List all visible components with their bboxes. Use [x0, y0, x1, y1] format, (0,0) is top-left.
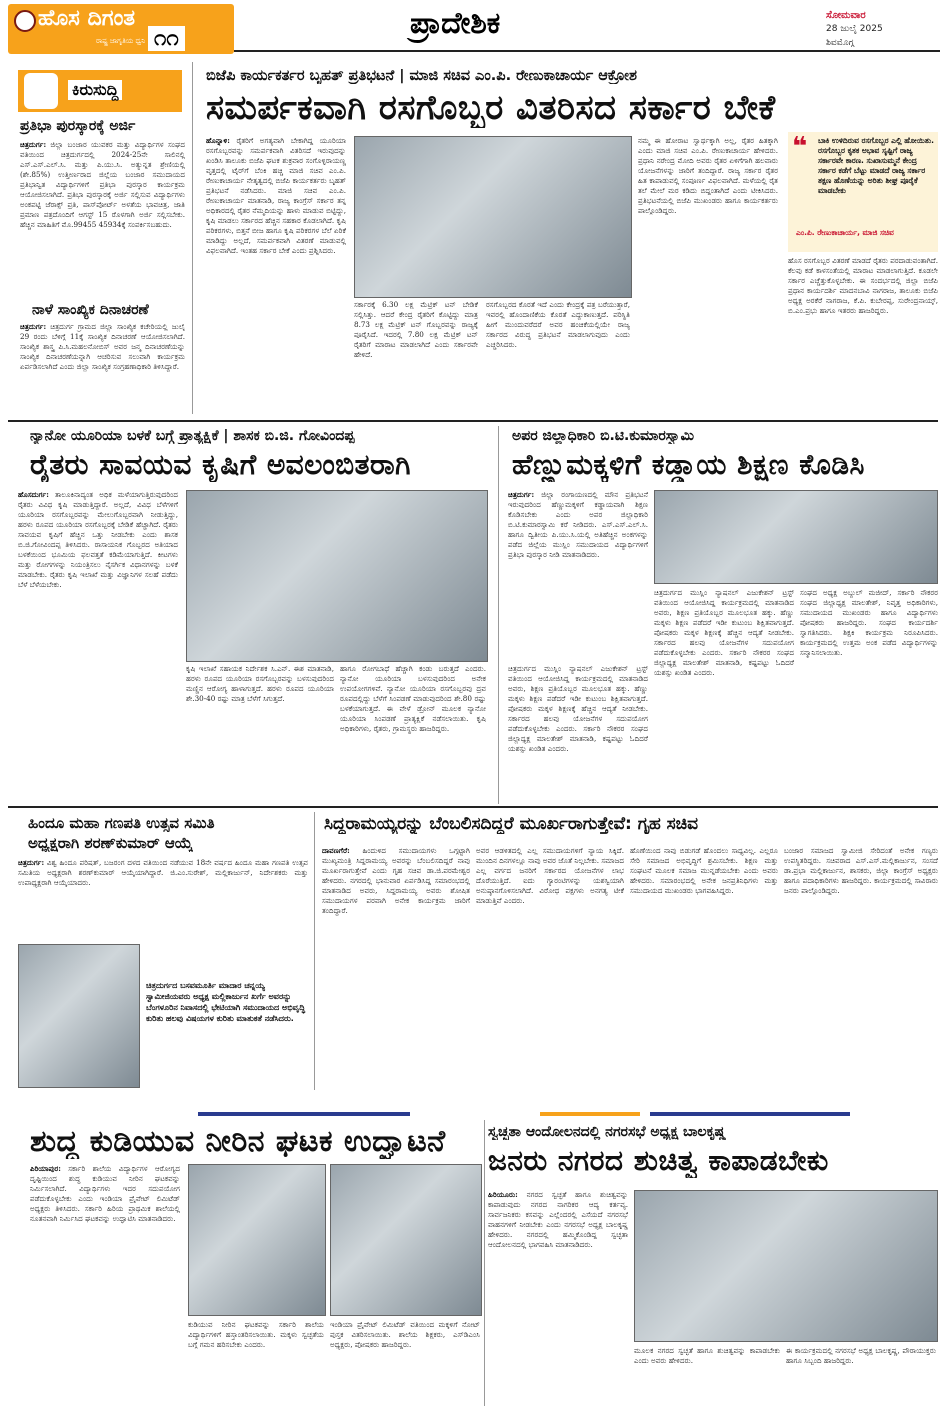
- row4-right-caption1: ಮೂಲಕ ನಗರದ ಸ್ವಚ್ಛತೆ ಹಾಗೂ ಶುಚಿತ್ವವನ್ನು ಕಾಪಾಡಬೇಕು ಎಂದು ಅವರು ಹೇಳಿದರು.: [634, 1346, 780, 1365]
- masthead-logo: [8, 4, 234, 54]
- row2-right-col2: ಚಿತ್ರದುರ್ಗದ ಮುಸ್ಲಿಂ ನ್ಯಾಷನಲ್ ಎಜುಕೇಶನ್ ಟ್ರಸ್ಟ್ ವತಿಯಿಂದ ಆಯೋಜಿಸಿದ್ದ ಕಾರ್ಯಕ್ರಮದಲ್ಲಿ ಮಾತನಾಡಿದ ಅವರು, ಶಿಕ್ಷಣ ಪ್ರತಿಯೊಬ್ಬರ ಮೂಲಭೂತ ಹಕ್ಕು. ಹೆಣ್ಣು ಮಕ್ಕಳು ಶಿಕ್ಷಣ ಪಡೆದರೆ ಇಡೀ ಕುಟುಂಬ ಶಿಕ್ಷಿತವಾಗುತ್ತದೆ. ಪೋಷಕರು ಮಕ್ಕಳ ಶಿಕ್ಷಣಕ್ಕೆ ಹೆಚ್ಚಿನ ಆದ್ಯತೆ ನೀಡಬೇಕು. ಸರ್ಕಾರದ ಹಲವು ಯೋಜನೆಗಳ ಸದುಪಯೋಗ ಪಡೆದುಕೊಳ್ಳಬೇಕು ಎಂದರು. ಸರ್ಕಾರಿ ನೌಕರರ ಸಂಘದ ಜಿಲ್ಲಾಧ್ಯಕ್ಷ ಮಾಲತೇಶ್ ಮಾತನಾಡಿ, ಕಷ್ಟಪಟ್ಟು ಓದಿದರೆ ಯಶಸ್ಸು ಖಂಡಿತ ಎಂದರು.: [508, 664, 648, 753]
- row2-right-headline: ಹೆಣ್ಣುಮಕ್ಕಳಿಗೆ ಕಡ್ಡಾಯ ಶಿಕ್ಷಣ ಕೊಡಿಸಿ: [512, 448, 865, 481]
- row4-left-caption2: ಇಂಡಿಯಾ ಪ್ರೈವೇಟ್ ಲಿಮಿಟೆಡ್ ವತಿಯಿಂದ ಮಕ್ಕಳಿಗೆ ನೋಟ್ ಪುಸ್ತಕ ವಿತರಿಸಲಾಯಿತು. ಶಾಲೆಯ ಶಿಕ್ಷಕರು, ಎಸ್‌ಡಿಎಂಸಿ ಅಧ್ಯಕ್ಷರು, ಪೋಷಕರು ಹಾಜರಿದ್ದರು.: [330, 1320, 480, 1349]
- row4-right-col1: ಹಿರಿಯೂರು: ನಗರದ ಸ್ವಚ್ಛತೆ ಹಾಗೂ ಶುಚಿತ್ವವನ್ನು ಕಾಪಾಡುವುದು ನಗರದ ನಾಗರಿಕರ ಆದ್ಯ ಕರ್ತವ್ಯ. ಸಾರ್ವಜನಿಕರು ಕಸವನ್ನು ಎಲ್ಲೆಂದರಲ್ಲಿ ಎಸೆಯದೆ ನಗರಸಭೆ ವಾಹನಗಳಿಗೆ ನೀಡಬೇಕು ಎಂದು ನಗರಸಭೆ ಅಧ್ಯಕ್ಷ ಬಾಲಕೃಷ್ಣ ಹೇಳಿದರು. ನಗರದಲ್ಲಿ ಹಮ್ಮಿಕೊಂಡಿದ್ದ ಸ್ವಚ್ಛತಾ ಆಂದೋಲನದಲ್ಲಿ ಭಾಗವಹಿಸಿ ಮಾತನಾಡಿದರು.: [488, 1190, 628, 1249]
- lead-kicker: ಬಿಜೆಪಿ ಕಾರ್ಯಕರ್ತರ ಬೃಹತ್ ಪ್ರತಿಭಟನೆ | ಮಾಜಿ ಸಚಿವ ಎಂ.ಪಿ. ರೇಣುಕಾಚಾರ್ಯ ಆಕ್ರೋಶ: [206, 68, 637, 84]
- row2-left-headline: ರೈತರು ಸಾವಯವ ಕೃಷಿಗೆ ಅವಲಂಬಿತರಾಗಿ: [30, 448, 411, 481]
- quote-text: ಬಾಕಿ ಉಳಿದಿರುವ ರಸಗೊಬ್ಬರ ಎಲ್ಲಿ ಹೋಯಿತು. ರಸಗೊಬ್ಬರ ಕೃತಕ ಅಭಾವ ಸೃಷ್ಟಿಗೆ ರಾಜ್ಯ ಸರ್ಕಾರವೇ ಕಾರಣ. ಸುಖಾಸುಮ್ಮನೆ ಕೇಂದ್ರ ಸರ್ಕಾರ ಕಡೆಗೆ ಬೆಟ್ಟು ಮಾಡದೆ ರಾಜ್ಯ ಸರ್ಕಾರ ತಕ್ಷಣ ಹೊಣೆಯನ್ನು ಅರಿತು ಶೀಘ್ರ ಪೂರೈಕೆ ಮಾಡಬೇಕು: [818, 136, 934, 195]
- lead-photo: [354, 136, 632, 298]
- masthead-edition: ಶಿವಮೊಗ್ಗ: [826, 38, 854, 48]
- masthead-day: ಸೋಮವಾರ: [826, 10, 866, 21]
- lead-photo-caption: ಸರ್ಕಾರಕ್ಕೆ 6.30 ಲಕ್ಷ ಮೆಟ್ರಿಕ್ ಟನ್ ಬೇಡಿಕೆ ಸಲ್ಲಿಸಿತ್ತು. ಆದರೆ ಕೇಂದ್ರ ರೈತರಿಗೆ ಕೊಟ್ಟಿದ್ದು ಮಾತ್ರ 8.73 ಲಕ್ಷ ಮೆಟ್ರಿಕ್ ಟನ್ ಗೊಬ್ಬರವನ್ನು ರಾಜ್ಯಕ್ಕೆ ಪೂರೈಸಿದೆ. ಇದರಲ್ಲಿ 7.80 ಲಕ್ಷ ಮೆಟ್ರಿಕ್ ಟನ್ ರೈತರಿಗೆ ಮಾರಾಟ ಮಾಡಲಾಗಿದೆ ಎಂದು ಸರ್ಕಾರವೇ ಹೇಳಿದೆ.: [354, 300, 478, 359]
- quote-icon: ❝: [792, 132, 808, 162]
- row2-bottom-rule: [8, 806, 938, 808]
- row2-right-photo: [654, 490, 938, 584]
- lead-col4: ನಮ್ಮ ಈ ಹೋರಾಟ ಸ್ವಾರ್ಥಕ್ಕಾಗಿ ಅಲ್ಲ, ರೈತರ ಹಿತಕ್ಕಾಗಿ ಎಂದು ಮಾಜಿ ಸಚಿವ ಎಂ.ಪಿ. ರೇಣುಕಾಚಾರ್ಯ ಹೇಳಿದರು. ಪ್ರಧಾನಿ ನರೇಂದ್ರ ಮೋದಿ ಅವರು ರೈತರ ಏಳಿಗೆಗಾಗಿ ಹಲವಾರು ಯೋಜನೆಗಳನ್ನು ಜಾರಿಗೆ ತಂದಿದ್ದಾರೆ. ರಾಜ್ಯ ಸರ್ಕಾರ ರೈತರ ಹಿತ ಕಾಪಾಡುವಲ್ಲಿ ಸಂಪೂರ್ಣ ವಿಫಲವಾಗಿದೆ. ಮಳೆಯಲ್ಲಿ ರೈತ ತಲೆ ಮೇಲೆ ಮರ ಕಡಿದು ಬಿದ್ದಂತಾಗಿದೆ ಎಂದು ಟೀಕಿಸಿದರು. ಪ್ರತಿಭಟನೆಯಲ್ಲಿ ಬಿಜೆಪಿ ಮುಖಂಡರು ಹಾಗೂ ಕಾರ್ಯಕರ್ತರು ಪಾಲ್ಗೊಂಡಿದ್ದರು.: [638, 136, 778, 215]
- row3-divider: [314, 812, 315, 1090]
- quote-author: ಎಂ.ಪಿ. ರೇಣುಕಾಚಾರ್ಯ, ಮಾಜಿ ಸಚಿವ: [796, 228, 894, 237]
- decor-band-orange: [540, 1112, 640, 1116]
- row3-left-photo: [18, 944, 140, 1088]
- section-title: ಪ್ರಾದೇಶಿಕ: [410, 6, 501, 41]
- row4-left-photo2: [330, 1164, 482, 1316]
- brief2-title: ನಾಳೆ ಸಾಂಖ್ಯಿಕ ದಿನಾಚರಣೆ: [32, 302, 149, 318]
- row2-right-col2b: ಚಿತ್ರದುರ್ಗದ ಮುಸ್ಲಿಂ ನ್ಯಾಷನಲ್ ಎಜುಕೇಶನ್ ಟ್ರಸ್ಟ್ ವತಿಯಿಂದ ಆಯೋಜಿಸಿದ್ದ ಕಾರ್ಯಕ್ರಮದಲ್ಲಿ ಮಾತನಾಡಿದ ಅವರು, ಶಿಕ್ಷಣ ಪ್ರತಿಯೊಬ್ಬರ ಮೂಲಭೂತ ಹಕ್ಕು. ಹೆಣ್ಣು ಮಕ್ಕಳು ಶಿಕ್ಷಣ ಪಡೆದರೆ ಇಡೀ ಕುಟುಂಬ ಶಿಕ್ಷಿತವಾಗುತ್ತದೆ. ಪೋಷಕರು ಮಕ್ಕಳ ಶಿಕ್ಷಣಕ್ಕೆ ಹೆಚ್ಚಿನ ಆದ್ಯತೆ ನೀಡಬೇಕು. ಸರ್ಕಾರದ ಹಲವು ಯೋಜನೆಗಳ ಸದುಪಯೋಗ ಪಡೆದುಕೊಳ್ಳಬೇಕು ಎಂದರು. ಸರ್ಕಾರಿ ನೌಕರರ ಸಂಘದ ಜಿಲ್ಲಾಧ್ಯಕ್ಷ ಮಾಲತೇಶ್ ಮಾತನಾಡಿ, ಕಷ್ಟಪಟ್ಟು ಓದಿದರೆ ಯಶಸ್ಸು ಖಂಡಿತ ಎಂದರು.: [654, 588, 794, 677]
- row4-left-headline: ಶುದ್ಧ ಕುಡಿಯುವ ನೀರಿನ ಘಟಕ ಉದ್ಘಾಟನೆ: [30, 1124, 446, 1159]
- lead-headline: ಸಮರ್ಪಕವಾಗಿ ರಸಗೊಬ್ಬರ ವಿತರಿಸದ ಸರ್ಕಾರ ಬೇಕೆ: [206, 88, 776, 128]
- row3-right-col2: ಅವರ ಆಡಳಿತದಲ್ಲಿ ಎಲ್ಲ ಸಮುದಾಯಗಳಿಗೆ ನ್ಯಾಯ ಸಿಕ್ಕಿದೆ. ಮುಂದಿನ ದಿನಗಳಲ್ಲೂ ನಾವು ಅವರ ಜೊತೆ ನಿಲ್ಲಬೇಕು. ಸಮಾಜದ ಎಲ್ಲ ವರ್ಗದ ಜನರಿಗೆ ಸರ್ಕಾರದ ಯೋಜನೆಗಳ ಲಾಭ ದೊರೆಯುತ್ತಿದೆ. ಐದು ಗ್ಯಾರಂಟಿಗಳನ್ನು ಯಶಸ್ವಿಯಾಗಿ ಅನುಷ್ಠಾನಗೊಳಿಸಲಾಗಿದೆ. ವಿರೋಧ ಪಕ್ಷಗಳು ಅನಗತ್ಯ ಟೀಕೆ ಮಾಡುತ್ತಿವೆ ಎಂದರು.: [476, 846, 624, 905]
- row3-right-headline: ಸಿದ್ದರಾಮಯ್ಯರನ್ನು ಬೆಂಬಲಿಸದಿದ್ದರೆ ಮೂರ್ಖರಾಗುತ್ತೇವೆ: ಗೃಹ ಸಚಿವ: [324, 814, 699, 834]
- row2-left-col1: ಹೊಸದುರ್ಗ: ತಾಲೂಕಿನಾದ್ಯಂತ ಅಧಿಕ ಮಳೆಯಾಗುತ್ತಿರುವುದರಿಂದ ರೈತರು ವಿವಿಧ ಕೃಷಿ ಮಾಡುತ್ತಿದ್ದಾರೆ. ಅಲ್ಲದೆ, ವಿವಿಧ ಬೆಳೆಗಳಿಗೆ ಯೂರಿಯಾ ರಸಗೊಬ್ಬರವನ್ನು ಮೇಲುಗೊಬ್ಬರವಾಗಿ ನೀಡುತ್ತಿದ್ದು, ಹರಳು ರೂಪದ ಯೂರಿಯಾ ರಸಗೊಬ್ಬರಕ್ಕೆ ಬೇಡಿಕೆ ಹೆಚ್ಚಾಗಿದೆ. ರೈತರು ಸಾವಯವ ಕೃಷಿಗೆ ಹೆಚ್ಚಿನ ಒತ್ತು ನೀಡಬೇಕು ಎಂದು ಶಾಸಕ ಬಿ.ಜಿ.ಗೋವಿಂದಪ್ಪ ತಿಳಿಸಿದರು. ರಾಸಾಯನಿಕ ಗೊಬ್ಬರದ ಅತಿಯಾದ ಬಳಕೆಯಿಂದ ಭೂಮಿಯ ಫಲವತ್ತತೆ ಕಡಿಮೆಯಾಗುತ್ತಿದೆ. ಕೀಟಗಳು ಮತ್ತು ರೋಗಗಳನ್ನು ನಿಯಂತ್ರಿಸಲು ನೈಸರ್ಗಿಕ ವಿಧಾನಗಳನ್ನು ಬಳಕೆ ಮಾಡಬೇಕು. ರೈತರು ಕೃಷಿ ಇಲಾಖೆ ಮತ್ತು ವಿಜ್ಞಾನಿಗಳ ಸಲಹೆ ಪಡೆದು ಬೆಳೆ ಬೆಳೆಯಬೇಕು.: [18, 490, 178, 589]
- brief1-body: ಚಿತ್ರದುರ್ಗ: ಜಿಲ್ಲಾ ಬಂಜಾರ ಯುವಕರ ಮತ್ತು ವಿದ್ಯಾರ್ಥಿಗಳ ಸಂಘದ ವತಿಯಿಂದ ಚಿತ್ರದುರ್ಗದಲ್ಲಿ 2024-25ನೇ ಸಾಲಿನಲ್ಲಿ ಎಸ್.ಎಸ್.ಎಲ್.ಸಿ. ಮತ್ತು ಪಿ.ಯು.ಸಿ. ಅತ್ಯುನ್ನತ ಶ್ರೇಣಿಯಲ್ಲಿ (ಶೇ.85%) ಉತ್ತೀರ್ಣರಾದ ಜಿಲ್ಲೆಯ ಬಂಜಾರ ಸಮುದಾಯದ ಪ್ರತಿಭಾನ್ವಿತ ವಿದ್ಯಾರ್ಥಿಗಳಿಗೆ ಪ್ರತಿಭಾ ಪುರಸ್ಕಾರ ಕಾರ್ಯಕ್ರಮ ಆಯೋಜಿಸಲಾಗಿದೆ. ಪ್ರತಿಭಾ ಪುರಸ್ಕಾರಕ್ಕೆ ಅರ್ಜಿ ಸಲ್ಲಿಸುವ ವಿದ್ಯಾರ್ಥಿಗಳು ಅಂಕಪಟ್ಟಿ ಜೆರಾಕ್ಸ್ ಪ್ರತಿ, ಪಾಸ್‌ಪೋರ್ಟ್ ಅಳತೆಯ ಭಾವಚಿತ್ರ, ಜಾತಿ ಪ್ರಮಾಣ ಪತ್ರದೊಂದಿಗೆ ಆಗಸ್ಟ್ 15 ರೊಳಗಾಗಿ ಅರ್ಜಿ ಸಲ್ಲಿಸಬೇಕು. ಹೆಚ್ಚಿನ ಮಾಹಿತಿಗೆ ಮೊ.99455 45934ಕ್ಕೆ ಸಂಪರ್ಕಿಸಬಹುದು.: [20, 140, 185, 229]
- brief2-body: ಚಿತ್ರದುರ್ಗ: ಚಿತ್ರದುರ್ಗ ಗ್ರಾಮದ ಜಿಲ್ಲಾ ಸಾಂಖ್ಯಿಕ ಕಚೇರಿಯಲ್ಲಿ ಜುಲೈ 29 ರಂದು ಬೆಳಿಗ್ಗೆ 11ಕ್ಕೆ ಸಾಂಖ್ಯಿಕ ದಿನಾಚರಣೆ ಆಯೋಜಿಸಲಾಗಿದೆ. ಸಾಂಖ್ಯಿಕ ಶಾಸ್ತ್ರ ಪಿ.ಸಿ.ಮಹಲನೋಬಿಸ್ ಅವರ ಜನ್ಮ ದಿನಾಚರಣೆಯನ್ನು ಸಾಂಖ್ಯಿಕ ದಿನಾಚರಣೆಯನ್ನಾಗಿ ಆಚರಿಸುವ ಸಲುವಾಗಿ ಕಾರ್ಯಕ್ರಮ ಏರ್ಪಡಿಸಲಾಗಿದೆ ಎಂದು ಜಿಲ್ಲಾ ಸಾಂಖ್ಯಿಕ ಸಂಗ್ರಹಣಾಧಿಕಾರಿ ತಿಳಿಸಿದ್ದಾರೆ.: [20, 322, 185, 371]
- row4-divider: [484, 1120, 485, 1406]
- row2-divider: [498, 426, 499, 804]
- row4-left-photo1: [188, 1164, 326, 1316]
- row2-left-photo: [186, 490, 488, 662]
- row2-right-kicker: ಅಪರ ಜಿಲ್ಲಾಧಿಕಾರಿ ಬಿ.ಟಿ.ಕುಮಾರಸ್ವಾಮಿ: [512, 428, 694, 444]
- row3-right-col3: ಹೊಣೆಯಿಂದ ನಾವು ಬಿಡುಗಡೆ ಹೊಂದಲು ಸಾಧ್ಯವಿಲ್ಲ. ಎಲ್ಲರೂ ಸೇರಿ ಸಮಾಜದ ಅಭಿವೃದ್ಧಿಗೆ ಶ್ರಮಿಸಬೇಕು. ಶಿಕ್ಷಣ ಮತ್ತು ಸಂಘಟನೆ ಮೂಲಕ ಸಮಾಜ ಮುನ್ನಡೆಯಬೇಕು ಎಂದು ಅವರು ಹೇಳಿದರು. ಸಮಾರಂಭದಲ್ಲಿ ಅನೇಕ ಜನಪ್ರತಿನಿಧಿಗಳು ಮತ್ತು ಸಮುದಾಯದ ಮುಖಂಡರು ಭಾಗವಹಿಸಿದ್ದರು.: [630, 846, 778, 895]
- lead-col3: ರಸಗೊಬ್ಬರದ ಕೊರತೆ ಇದೆ ಎಂದು ಕೇಂದ್ರಕ್ಕೆ ಪತ್ರ ಬರೆಯುತ್ತಾರೆ, ಇವರಲ್ಲಿ ಹೊಂದಾಣಿಕೆಯ ಕೊರತೆ ಎದ್ದುಕಾಣುತ್ತದೆ. ಪರಿಸ್ಥಿತಿ ಹೀಗೆ ಮುಂದುವರೆದರೆ ಅವರ ಹಂಚಿಕೆಯಲ್ಲಿಯೇ ರಾಜ್ಯ ಸರ್ಕಾರದ ವಿರುದ್ಧ ಪ್ರತಿಭಟನೆ ಮಾಡಲಾಗುವುದು ಎಂದು ಎಚ್ಚರಿಸಿದರು.: [486, 300, 630, 349]
- masthead-tagline: ರಾಷ್ಟ್ರ ಜಾಗೃತಿಯ ಧ್ವನಿ: [96, 37, 146, 45]
- masthead-rule: [234, 50, 940, 52]
- row3-right-col4: ಬಂಜಾರ ಸಮಾಜದ ಸ್ವಾಮೀಜಿ ಸೇರಿದಂತೆ ಅನೇಕ ಗಣ್ಯರು ಉಪಸ್ಥಿತರಿದ್ದರು. ಸಚಿವರಾದ ಎಸ್.ಎಸ್.ಮಲ್ಲಿಕಾರ್ಜುನ, ಸಂಸದೆ ಡಾ.ಪ್ರಭಾ ಮಲ್ಲಿಕಾರ್ಜುನ, ಶಾಸಕರು, ಜಿಲ್ಲಾ ಕಾಂಗ್ರೆಸ್ ಅಧ್ಯಕ್ಷರು ಹಾಗೂ ಪದಾಧಿಕಾರಿಗಳು ಹಾಜರಿದ್ದರು. ಕಾರ್ಯಕ್ರಮದಲ್ಲಿ ಸಾವಿರಾರು ಜನರು ಪಾಲ್ಗೊಂಡಿದ್ದರು.: [784, 846, 938, 895]
- row4-left-body: ಪಿರಿಯಾಪುರ: ಸರ್ಕಾರಿ ಶಾಲೆಯ ವಿದ್ಯಾರ್ಥಿಗಳ ಆರೋಗ್ಯದ ದೃಷ್ಟಿಯಿಂದ ಶುದ್ಧ ಕುಡಿಯುವ ನೀರಿನ ಘಟಕವನ್ನು ನಿರ್ಮಿಸಲಾಗಿದೆ. ವಿದ್ಯಾರ್ಥಿಗಳು ಇದರ ಸದುಪಯೋಗ ಪಡೆದುಕೊಳ್ಳಬೇಕು ಎಂದು ಇಂಡಿಯಾ ಪ್ರೈವೇಟ್ ಲಿಮಿಟೆಡ್ ಅಧ್ಯಕ್ಷರು ತಿಳಿಸಿದರು. ಸರ್ಕಾರಿ ಹಿರಿಯ ಪ್ರಾಥಮಿಕ ಶಾಲೆಯಲ್ಲಿ ನೂತನವಾಗಿ ನಿರ್ಮಿಸಿದ ಘಟಕವನ್ನು ಉದ್ಘಾಟಿಸಿ ಮಾತನಾಡಿದರು.: [30, 1164, 180, 1223]
- row2-left-photo-caption: ಕೃಷಿ ಇಲಾಖೆ ಸಹಾಯಕ ನಿರ್ದೇಶಕ ಸಿ.ಎನ್. ಈಶ ಮಾತನಾಡಿ, ಹರಳು ರೂಪದ ಯೂರಿಯಾ ರಸಗೊಬ್ಬರವನ್ನು ಬಳಸುವುದರಿಂದ ಮಣ್ಣಿನ ಆರೋಗ್ಯ ಹಾಳಾಗುತ್ತದೆ. ಹರಳು ರೂಪದ ಯೂರಿಯಾ ಶೇ.30-40 ರಷ್ಟು ಮಾತ್ರ ಬೆಳೆಗೆ ಸಿಗುತ್ತದೆ.: [186, 664, 334, 703]
- decor-band-blue-2: [650, 1112, 850, 1116]
- hand-icon: [24, 73, 58, 109]
- row4-right-caption2: ಈ ಕಾರ್ಯಕ್ರಮದಲ್ಲಿ ನಗರಸಭೆ ಅಧ್ಯಕ್ಷ ಬಾಲಕೃಷ್ಣ, ಪೌರಾಯುಕ್ತರು ಹಾಗೂ ಸಿಬ್ಬಂದಿ ಹಾಜರಿದ್ದರು.: [786, 1346, 936, 1365]
- quote-body: ಹೊಸ ರಸಗೊಬ್ಬರ ವಿತರಣೆ ಮಾಡದೆ ರೈತರು ಪರದಾಡುವಂತಾಗಿದೆ. ಕೆಲವು ಕಡೆ ಕಾಳಸಂತೆಯಲ್ಲಿ ಮಾರಾಟ ಮಾಡಲಾಗುತ್ತಿದೆ. ಕೂಡಲೇ ಸರ್ಕಾರ ಎಚ್ಚೆತ್ತುಕೊಳ್ಳಬೇಕು. ಈ ಸಂದರ್ಭದಲ್ಲಿ ಜಿಲ್ಲಾ ಬಿಜೆಪಿ ಪ್ರಧಾನ ಕಾರ್ಯದರ್ಶಿ ಮಾದನಬಾವಿ ನಾಗರಾಜ, ತಾಲೂಕು ಬಿಜೆಪಿ ಅಧ್ಯಕ್ಷ ಅರಕೆರೆ ನಾಗರಾಜ, ಕೆ.ಪಿ. ಕುಬೇರಪ್ಪ, ಸುರೇಂದ್ರನಾಯ್ಕ್, ಬಿ.ಎಂ.ಪ್ರಭು ಹಾಗೂ ಇತರರು ಹಾಜರಿದ್ದರು.: [788, 256, 938, 315]
- left-divider: [192, 62, 193, 414]
- row4-right-kicker: ಸ್ವಚ್ಛತಾ ಆಂದೋಲನದಲ್ಲಿ ನಗರಸಭೆ ಅಧ್ಯಕ್ಷ ಬಾಲಕೃಷ್ಣ: [488, 1124, 727, 1140]
- masthead-brand: ಹೊಸ ದಿಗಂತ: [38, 6, 136, 31]
- row1-bottom-rule: [8, 420, 938, 422]
- kiru-suddi-label: ಕಿರುಸುದ್ದಿ: [68, 80, 122, 100]
- row2-right-col1: ಚಿತ್ರದುರ್ಗ: ಜಿಲ್ಲಾ ರಂಗಾಯಣದಲ್ಲಿ ಮೌನ ಪ್ರತಿಭಟನೆ ಇರುವುದರಿಂದ ಹೆಣ್ಣುಮಕ್ಕಳಿಗೆ ಕಡ್ಡಾಯವಾಗಿ ಶಿಕ್ಷಣ ಕೊಡಿಸಬೇಕು ಎಂದು ಅಪರ ಜಿಲ್ಲಾಧಿಕಾರಿ ಬಿ.ಟಿ.ಕುಮಾರಸ್ವಾಮಿ ಕರೆ ನೀಡಿದರು. ಎಸ್.ಎಸ್.ಎಲ್.ಸಿ. ಹಾಗೂ ದ್ವಿತೀಯ ಪಿ.ಯು.ಸಿ.ಯಲ್ಲಿ ಅತಿಹೆಚ್ಚಿನ ಅಂಕಗಳನ್ನು ಪಡೆದ ಜಿಲ್ಲೆಯ ಮುಸ್ಲಿಂ ಸಮುದಾಯದ ವಿದ್ಯಾರ್ಥಿಗಳಿಗೆ ಪ್ರತಿಭಾ ಪುರಸ್ಕಾರ ನೀಡಿ ಮಾತನಾಡಿದರು.: [508, 490, 648, 559]
- row3-left-body: ಚಿತ್ರದುರ್ಗ: ವಿಶ್ವ ಹಿಂದೂ ಪರಿಷತ್, ಬಜರಂಗ ದಳದ ವತಿಯಿಂದ ನಡೆಯುವ 18ನೇ ವರ್ಷದ ಹಿಂದೂ ಮಹಾ ಗಣಪತಿ ಉತ್ಸವ ಸಮಿತಿಯ ಅಧ್ಯಕ್ಷರಾಗಿ ಶರಣ್‌ಕುಮಾರ್ ಆಯ್ಕೆಯಾಗಿದ್ದಾರೆ. ಜಿ.ಎಂ.ಸುರೇಶ್, ಮಲ್ಲಿಕಾರ್ಜುನ್, ನಿರ್ದೇಶಕರು ಮತ್ತು ಉಪಾಧ್ಯಕ್ಷರಾಗಿ ಆಯ್ಕೆಯಾದರು.: [18, 858, 308, 887]
- masthead-date: 28 ಜುಲೈ 2025: [826, 24, 883, 34]
- row3-left-photo-caption: ಚಿತ್ರದುರ್ಗದ ಬಸವಮೂರ್ತಿ ಮಾದಾರ ಚನ್ನಯ್ಯ ಸ್ವಾಮೀಜಿಯವರು ಅಧ್ಯಕ್ಷ ಮಲ್ಲಿಕಾರ್ಜುನ ಖರ್ಗೆ ಅವರನ್ನು ಬೆಂಗಳೂರಿನ ನಿವಾಸದಲ್ಲಿ ಭೇಟಿಯಾಗಿ ಸಮುದಾಯದ ಅಭಿವೃದ್ಧಿ ಕುರಿತು ಹಲವು ವಿಷಯಗಳ ಕುರಿತು ಮಾತುಕತೆ ನಡೆಸಿದರು.: [146, 981, 306, 1023]
- page-number: ೧೧: [148, 26, 185, 51]
- row2-right-col3: ಸಂಘದ ಅಧ್ಯಕ್ಷ ಅಬ್ದುಲ್ ಮಜೀದ್, ಸರ್ಕಾರಿ ನೌಕರರ ಸಂಘದ ಜಿಲ್ಲಾಧ್ಯಕ್ಷ ಮಾಲತೇಶ್, ನಿವೃತ್ತ ಅಧಿಕಾರಿಗಳು, ಸಮುದಾಯದ ಮುಖಂಡರು ಹಾಗೂ ವಿದ್ಯಾರ್ಥಿಗಳು ಪೋಷಕರು ಹಾಜರಿದ್ದರು. ಸಂಘದ ಕಾರ್ಯದರ್ಶಿ ಸ್ವಾಗತಿಸಿದರು. ಶಿಕ್ಷಕಿ ಕಾರ್ಯಕ್ರಮ ನಿರೂಪಿಸಿದರು. ಕಾರ್ಯಕ್ರಮದಲ್ಲಿ ಉತ್ತಮ ಅಂಕ ಪಡೆದ ವಿದ್ಯಾರ್ಥಿಗಳನ್ನು ಸನ್ಮಾನಿಸಲಾಯಿತು.: [800, 588, 938, 657]
- row4-right-photo: [634, 1190, 938, 1342]
- row4-left-caption1: ಕುಡಿಯುವ ನೀರಿನ ಘಟಕವನ್ನು ಸರ್ಕಾರಿ ಶಾಲೆಯ ವಿದ್ಯಾರ್ಥಿಗಳಿಗೆ ಹಸ್ತಾಂತರಿಸಲಾಯಿತು. ಮಕ್ಕಳು ಸ್ವಚ್ಛತೆಯ ಬಗ್ಗೆ ಗಮನ ಹರಿಸಬೇಕು ಎಂದರು.: [188, 1320, 324, 1349]
- row3-left-kicker: ಹಿಂದೂ ಮಹಾ ಗಣಪತಿ ಉತ್ಸವ ಸಮಿತಿ: [28, 814, 215, 832]
- row3-right-col1: ದಾವಣಗೆರೆ: ಹಿಂದುಳಿದ ಸಮುದಾಯಗಳು ಒಗ್ಗಟ್ಟಾಗಿ ಮುಖ್ಯಮಂತ್ರಿ ಸಿದ್ದರಾಮಯ್ಯ ಅವರನ್ನು ಬೆಂಬಲಿಸದಿದ್ದರೆ ನಾವು ಮೂರ್ಖರಾಗುತ್ತೇವೆ ಎಂದು ಗೃಹ ಸಚಿವ ಡಾ.ಜಿ.ಪರಮೇಶ್ವರ ಹೇಳಿದರು. ನಗರದಲ್ಲಿ ಭಾನುವಾರ ಏರ್ಪಡಿಸಿದ್ದ ಸಮಾರಂಭದಲ್ಲಿ ಮಾತನಾಡಿದ ಅವರು, ಸಿದ್ದರಾಮಯ್ಯ ಅವರು ಶೋಷಿತ ಸಮುದಾಯಗಳ ಪರವಾಗಿ ಅನೇಕ ಕಾರ್ಯಕ್ರಮ ಜಾರಿಗೆ ತಂದಿದ್ದಾರೆ.: [322, 846, 470, 915]
- quote-box: [788, 132, 938, 252]
- decor-band-blue: [198, 1112, 410, 1116]
- row2-left-col3: ಹಾಗೂ ರೋಗಬಾಧೆ ಹೆಚ್ಚಾಗಿ ಕಂಡು ಬರುತ್ತದೆ ಎಂದರು. ನ್ಯಾನೋ ಯೂರಿಯಾ ಬಳಸುವುದರಿಂದ ಅನೇಕ ಉಪಯೋಗಗಳಿವೆ. ನ್ಯಾನೋ ಯೂರಿಯಾ ರಸಗೊಬ್ಬರವು ದ್ರವ ರೂಪದಲ್ಲಿದ್ದು ಬೆಳೆಗೆ ಸಿಂಪಡಣೆ ಮಾಡುವುದರಿಂದ ಶೇ.80 ರಷ್ಟು ಬಳಕೆಯಾಗುತ್ತದೆ. ಈ ವೇಳೆ ಡ್ರೋನ್ ಮೂಲಕ ನ್ಯಾನೋ ಯೂರಿಯಾ ಸಿಂಪಡಣೆ ಪ್ರಾತ್ಯಕ್ಷಿಕೆ ನಡೆಸಲಾಯಿತು. ಕೃಷಿ ಅಧಿಕಾರಿಗಳು, ರೈತರು, ಗ್ರಾಮಸ್ಥರು ಹಾಜರಿದ್ದರು.: [340, 664, 486, 733]
- lead-col1: ಹೊನ್ನಾಳಿ: ರೈತರಿಗೆ ಅಗತ್ಯವಾಗಿ ಬೇಕಾಗಿದ್ದ ಯೂರಿಯಾ ರಸಗೊಬ್ಬರವನ್ನು ಸಮರ್ಪಕವಾಗಿ ವಿತರಿಸದೆ ಇರುವುದನ್ನು ಖಂಡಿಸಿ ತಾಲೂಕು ಬಿಜೆಪಿ ಘಟಕ ಶುಕ್ರವಾರ ಸಂಗೊಳ್ಳಿರಾಯಣ್ಣ ವೃತ್ತದಲ್ಲಿ ಟೈರ್‌ಗೆ ಬೆಂಕಿ ಹಚ್ಚಿ ಮಾಜಿ ಸಚಿವ ಎಂ.ಪಿ. ರೇಣುಕಾಚಾರ್ಯ ನೇತೃತ್ವದಲ್ಲಿ ಬಿಜೆಪಿ ಕಾರ್ಯಕರ್ತರು ಬೃಹತ್ ಪ್ರತಿಭಟನೆ ನಡೆಸಿದರು. ಮಾಜಿ ಸಚಿವ ಎಂ.ಪಿ. ರೇಣುಕಾಚಾರ್ಯ ಮಾತನಾಡಿ, ರಾಜ್ಯ ಕಾಂಗ್ರೆಸ್ ಸರ್ಕಾರ ತನ್ನ ಅಧಿಕಾರದಲ್ಲಿ ರೈತರ ನೆಮ್ಮದಿಯನ್ನು ಹಾಳು ಮಾಡುವ ಬಿಟ್ಟಿದ್ದು, ಕೃಷಿ ಮಾಡಲು ಸರ್ಕಾರದ ಹೆಚ್ಚಿನ ಸಹಕಾರ ಕೊಡಲಾಗಿದೆ. ಕೃಷಿ ಪರಿಕರಗಳು, ಬಿತ್ತನೆ ಬೀಜ ಹಾಗೂ ಕೃಷಿ ಪರಿಕರಗಳ ಬೆಲೆ ಏರಿಕೆ ಮಾಡಿದ್ದು ಅಲ್ಲದೆ, ಸಮರ್ಪಕವಾಗಿ ವಿತರಣೆ ಮಾಡುವಲ್ಲಿ ವಿಫಲವಾಗಿದೆ. ಇಂತಹ ಸರ್ಕಾರ ಬೇಕೆ ಎಂದು ಪ್ರಶ್ನಿಸಿದರು.: [206, 136, 346, 255]
- row3-left-headline: ಅಧ್ಯಕ್ಷರಾಗಿ ಶರಣ್‌ಕುಮಾರ್ ಆಯ್ಕೆ: [28, 834, 193, 852]
- row4-right-headline: ಜನರು ನಗರದ ಶುಚಿತ್ವ ಕಾಪಾಡಬೇಕು: [488, 1144, 829, 1177]
- kiru-suddi-banner: [18, 70, 182, 112]
- brief1-title: ಪ್ರತಿಭಾ ಪುರಸ್ಕಾರಕ್ಕೆ ಅರ್ಜಿ: [20, 118, 136, 134]
- row2-left-kicker: ನ್ಯಾನೋ ಯೂರಿಯಾ ಬಳಕೆ ಬಗ್ಗೆ ಪ್ರಾತ್ಯಕ್ಷಿಕೆ | ಶಾಸಕ ಬಿ.ಜಿ. ಗೋವಿಂದಪ್ಪ: [30, 428, 355, 444]
- lamp-icon: [14, 10, 36, 32]
